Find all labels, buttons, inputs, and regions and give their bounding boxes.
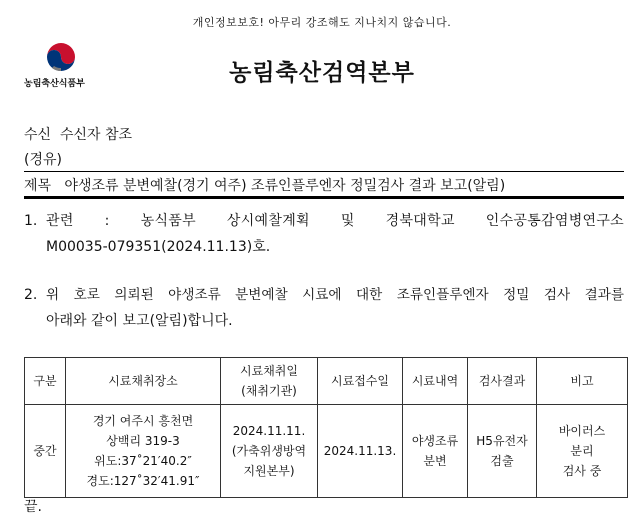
cell-location: 경기 여주시 흥천면 상백리 319-3 위도:37˚21′40.2″ 경도:127˚32′41.91″ (66, 405, 221, 498)
table-row (25, 405, 628, 498)
paragraph-2-number: 2. (24, 287, 38, 303)
header-location: 시료채취장소 (66, 358, 221, 405)
cell-received-date: 2024.11.13. (318, 405, 403, 498)
cell-result: H5유전자 검출 (468, 405, 537, 498)
header-category: 구분 (25, 358, 66, 405)
cell-note: 바이러스 분리 검사 중 (537, 405, 628, 498)
header-note: 비고 (537, 358, 628, 405)
cell-sample: 야생조류 분변 (403, 405, 468, 498)
logo-text: 농림축산식품부 (24, 79, 85, 89)
paragraph-2-line-1: 위 호로 의뢰된 야생조류 분변예찰 시료에 대한 조류인플루엔자 정밀 검사 결과를 (46, 287, 624, 303)
header-received-date: 시료접수일 (318, 358, 403, 405)
end-mark: 끝. (24, 499, 42, 515)
recipient-value: 수신자 참조 (59, 127, 133, 143)
results-table (24, 357, 628, 498)
recipient-row (24, 124, 132, 144)
paragraph-2-line-2: 아래와 같이 보고(알림)합니다. (46, 313, 233, 329)
subject-value: 야생조류 분변예찰(경기 여주) 조류인플루엔자 정밀검사 결과 보고(알림) (64, 178, 506, 194)
header-sample: 시료내역 (403, 358, 468, 405)
via-row: (경유) (24, 152, 62, 168)
paragraph-1-line-1: 관련 : 농식품부 상시예찰계획 및 경북대학교 인수공통감염병연구소 (46, 213, 624, 229)
cell-collection-date: 2024.11.11. (가축위생방역 지원본부) (221, 405, 318, 498)
paragraph-1-line-2: M00035-079351(2024.11.13)호. (46, 239, 271, 255)
subject-bottom-rule (24, 196, 624, 199)
paragraph-2 (24, 282, 624, 334)
header-result: 검사결과 (468, 358, 537, 405)
subject-label: 제목 (24, 178, 52, 194)
slogan: 개인정보보호! 아무리 강조해도 지나치지 않습니다. (192, 16, 452, 29)
subject-top-rule (24, 171, 624, 172)
cell-category: 중간 (25, 405, 66, 498)
recipient-label: 수신 (24, 127, 52, 143)
subject-row (24, 175, 505, 195)
paragraph-1-number: 1. (24, 213, 38, 229)
table-header-row (25, 358, 628, 405)
header-collection-date: 시료채취일 (채취기관) (221, 358, 318, 405)
paragraph-1 (24, 208, 624, 260)
organization-title: 농림축산검역본부 (229, 60, 415, 86)
